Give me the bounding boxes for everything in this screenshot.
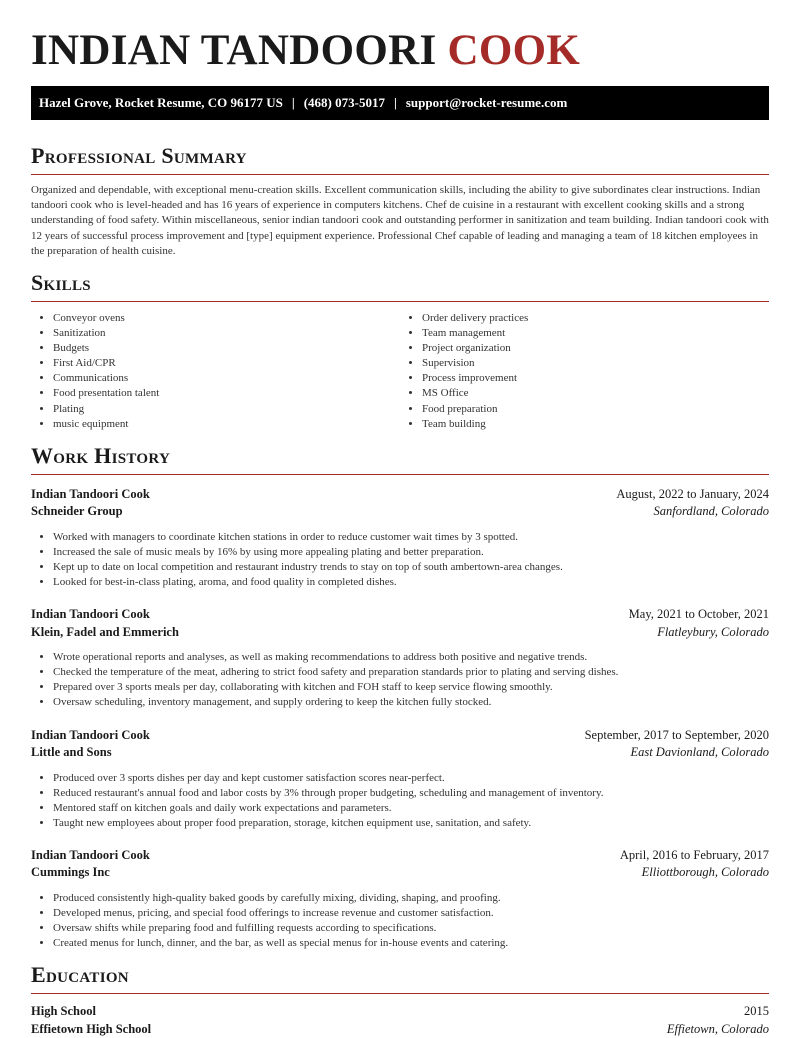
job-entry bbox=[31, 606, 769, 710]
education-subheader bbox=[31, 1021, 769, 1038]
skill-item: • Supervision bbox=[422, 356, 769, 371]
skill-item: • Project organization bbox=[422, 341, 769, 356]
skill-item: • Conveyor ovens bbox=[53, 311, 400, 326]
job-header bbox=[31, 727, 769, 745]
job-entry bbox=[31, 486, 769, 590]
contact-address: Hazel Grove, Rocket Resume, CO 96177 US bbox=[39, 95, 283, 110]
work-history-section bbox=[31, 443, 769, 952]
education-entry bbox=[31, 1003, 769, 1038]
skills-columns bbox=[31, 311, 769, 432]
job-bullet: • Mentored staff on kitchen goals and daily work expectations and parameters. bbox=[53, 801, 769, 816]
job-bullet: • Worked with managers to coordinate kitchen stations in order to reduce customer wait times by 3 spotted. bbox=[53, 530, 769, 545]
title-accent: COOK bbox=[447, 27, 581, 74]
job-bullet: • Wrote operational reports and analyses, as well as making recommendations to address both positive and negative trends. bbox=[53, 650, 769, 665]
job-bullet: • Reduced restaurant's annual food and labor costs by 3% through proper budgeting, scheduling and management of inventory. bbox=[53, 786, 769, 801]
job-header bbox=[31, 606, 769, 624]
job-bullet: • Prepared over 3 sports meals per day, collaborating with kitchen and FOH staff to keep service flowing smoothly. bbox=[53, 680, 769, 695]
skill-item: • MS Office bbox=[422, 386, 769, 401]
job-title: Indian Tandoori Cook bbox=[31, 727, 150, 742]
skill-item: • Food preparation bbox=[422, 402, 769, 417]
job-company: Schneider Group bbox=[31, 504, 123, 519]
education-degree: High School bbox=[31, 1004, 96, 1019]
job-subheader bbox=[31, 744, 769, 762]
job-subheader bbox=[31, 624, 769, 642]
job-bullets bbox=[31, 771, 769, 831]
job-bullets bbox=[31, 530, 769, 590]
job-company: Little and Sons bbox=[31, 745, 112, 760]
job-bullet: • Oversaw scheduling, inventory management, and supply ordering to keep the kitchen fully stocked. bbox=[53, 695, 769, 710]
summary-text: Organized and dependable, with exceptional menu-creation skills. Excellent communication skills, including the ability to give subordinates clear instructions. Indian tandoori cook who is level-headed and has 16 years of experience in computers kitchens. Chef de cuisine in a restaurant with excellent cooking skills and a strong understanding of food safety. Within miscellaneous, senior indian tandoori cook and outstanding performer in sanitization and team building. Indian tandoori cook with 12 years of successful process improvement and [type] equipment experience. Professional Chef capable of leading and managing a team of 18 kitchen employees in the preparation of health cuisine. bbox=[31, 184, 769, 257]
contact-email[interactable]: support@rocket-resume.com bbox=[405, 95, 568, 110]
section-divider bbox=[31, 174, 769, 175]
skills-list-left bbox=[31, 311, 400, 432]
contact-bar bbox=[31, 86, 769, 120]
section-heading-skills: Skills bbox=[31, 270, 91, 296]
skills-list-right bbox=[400, 311, 769, 432]
section-divider bbox=[31, 301, 769, 302]
job-title: Indian Tandoori Cook bbox=[31, 607, 150, 622]
job-bullet: • Looked for best-in-class plating, aroma, and food quality in completed dishes. bbox=[53, 575, 769, 590]
job-dates: May, 2021 to October, 2021 bbox=[628, 607, 769, 622]
resume-title bbox=[31, 0, 769, 86]
skill-item: • Communications bbox=[53, 371, 400, 386]
section-heading-work-history: Work History bbox=[31, 442, 171, 468]
skill-item: • Food presentation talent bbox=[53, 386, 400, 401]
job-bullet: • Checked the temperature of the meat, adhering to strict food safety and preparation standards prior to plating and serving dishes. bbox=[53, 665, 769, 680]
job-dates: September, 2017 to September, 2020 bbox=[584, 727, 769, 742]
skill-item: • Sanitization bbox=[53, 326, 400, 341]
job-location: Sanfordland, Colorado bbox=[653, 504, 769, 519]
contact-separator: | bbox=[291, 95, 295, 110]
job-location: East Davionland, Colorado bbox=[630, 745, 769, 760]
job-bullet: • Oversaw shifts while preparing food and fulfilling requests according to specifications. bbox=[53, 921, 769, 936]
education-year: 2015 bbox=[744, 1004, 769, 1019]
skill-item: • music equipment bbox=[53, 417, 400, 432]
job-subheader bbox=[31, 864, 769, 882]
education-location: Effietown, Colorado bbox=[666, 1021, 769, 1036]
job-location: Flatleybury, Colorado bbox=[657, 624, 769, 639]
skill-item: • Order delivery practices bbox=[422, 311, 769, 326]
job-bullets bbox=[31, 650, 769, 710]
education-header bbox=[31, 1003, 769, 1021]
job-entry bbox=[31, 727, 769, 831]
skill-item: • Team management bbox=[422, 326, 769, 341]
job-entry bbox=[31, 847, 769, 951]
section-divider bbox=[31, 474, 769, 475]
job-title: Indian Tandoori Cook bbox=[31, 847, 150, 862]
education-school: Effietown High School bbox=[31, 1021, 152, 1036]
job-company: Cummings Inc bbox=[31, 865, 110, 880]
job-bullet: • Created menus for lunch, dinner, and the bar, as well as special menus for in-house events and catering. bbox=[53, 936, 769, 951]
title-main: INDIAN TANDOORI bbox=[31, 27, 437, 74]
education-section bbox=[31, 962, 769, 1038]
job-bullet: • Produced consistently high-quality baked goods by carefully mixing, dividing, shaping, and proofing. bbox=[53, 891, 769, 906]
job-header bbox=[31, 486, 769, 504]
job-company: Klein, Fadel and Emmerich bbox=[31, 624, 179, 639]
skill-item: • Team building bbox=[422, 417, 769, 432]
job-bullet: • Developed menus, pricing, and special food offerings to increase revenue and customer satisfaction. bbox=[53, 906, 769, 921]
section-heading-summary: Professional Summary bbox=[31, 143, 247, 168]
job-title: Indian Tandoori Cook bbox=[31, 486, 150, 501]
skill-item: • Process improvement bbox=[422, 371, 769, 386]
job-subheader bbox=[31, 503, 769, 521]
skills-section bbox=[31, 270, 769, 432]
job-dates: August, 2022 to January, 2024 bbox=[616, 486, 769, 501]
section-divider bbox=[31, 993, 769, 994]
summary-section bbox=[31, 143, 769, 259]
job-dates: April, 2016 to February, 2017 bbox=[619, 847, 769, 862]
job-bullet: • Taught new employees about proper food preparation, storage, kitchen equipment use, sanitation, and safety. bbox=[53, 816, 769, 831]
skill-item: • Plating bbox=[53, 402, 400, 417]
section-heading-education: Education bbox=[31, 962, 129, 988]
job-bullet: • Increased the sale of music meals by 16% by using more appealing plating and better preparation. bbox=[53, 545, 769, 560]
job-bullet: • Kept up to date on local competition and restaurant industry trends to stay on top of south ambertown-area changes. bbox=[53, 560, 769, 575]
job-bullet: • Produced over 3 sports dishes per day and kept customer satisfaction scores near-perfect. bbox=[53, 771, 769, 786]
skill-item: • Budgets bbox=[53, 341, 400, 356]
job-header bbox=[31, 847, 769, 865]
skill-item: • First Aid/CPR bbox=[53, 356, 400, 371]
contact-separator: | bbox=[393, 95, 397, 110]
job-bullets bbox=[31, 891, 769, 951]
job-location: Elliottborough, Colorado bbox=[641, 865, 769, 880]
contact-phone: (468) 073-5017 bbox=[303, 95, 385, 110]
